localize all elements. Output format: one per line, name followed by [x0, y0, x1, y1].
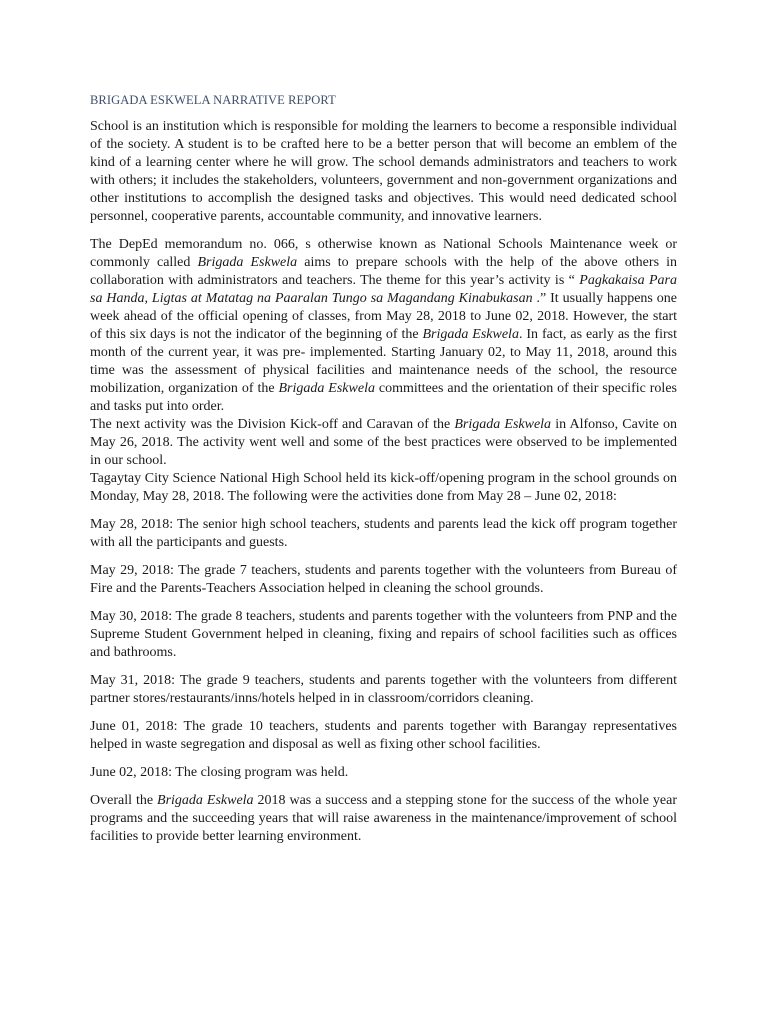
italic-term: Brigada Eskwela [278, 381, 375, 396]
activity-item: June 02, 2018: The closing program was held. [90, 765, 349, 780]
kickoff-caravan-paragraph [90, 416, 677, 470]
activity-item: June 01, 2018: The grade 10 teachers, students and parents together with Barangay representatives helped in waste segregation and disposal as well as fixing other school facilities. [90, 719, 677, 752]
text-run: The next activity was the Division Kick-off and Caravan of the [90, 417, 455, 432]
italic-term: Brigada Eskwela [454, 417, 552, 432]
activity-item: May 30, 2018: The grade 8 teachers, students and parents together with the volunteers from PNP and the Supreme Student Government helped in cleaning, fixing and repairs of school facilities such as offices and bathrooms. [90, 609, 677, 660]
text-run: committees and the orientation of their specific roles and tasks put into order. [90, 381, 677, 414]
italic-term: Brigada Eskwela [422, 327, 519, 342]
activity-item: May 28, 2018: The senior high school teachers, students and parents lead the kick off program together with all the participants and guests. [90, 517, 677, 550]
text-run: Overall the [90, 793, 158, 808]
memorandum-paragraph [90, 236, 677, 416]
italic-term: Brigada Eskwela [197, 255, 298, 270]
text-run: in Alfonso, Cavite on May 26, 2018. The activity went well and some of the best practices were observed to be implemented in our school. [90, 417, 677, 468]
activity-item: May 31, 2018: The grade 9 teachers, students and parents together with the volunteers from different partner stores/restaurants/inns/hotels helped in in classroom/corridors cleaning. [90, 673, 677, 706]
italic-theme: Pagkakaisa Para sa Handa, Ligtas at Matatag na Paaralan Tungo sa Magandang Kinabukasan [90, 273, 677, 306]
conclusion-paragraph [90, 792, 677, 846]
report-title: BRIGADA ESKWELA NARRATIVE REPORT [90, 93, 336, 107]
intro-paragraph: School is an institution which is responsible for molding the learners to become a responsible individual of the society. A student is to be crafted here to be a better person that will become an emblem of the kind of a learning center where he will grow. The school demands administrators and teachers to work with others; it includes the stakeholders, volunteers, government and non-government organizations and other institutions to accomplish the designed tasks and objectives. This would need dedicated school personnel, cooperative parents, accountable community, and innovative learners. [90, 119, 677, 224]
text-run: 2018 was a success and a stepping stone for the success of the whole year programs and the succeeding years that will raise awareness in the maintenance/improvement of school facilities to provide better learning environment. [90, 793, 677, 844]
text-run: aims to prepare schools with the help of the above others in collaboration with administrators and teachers. The theme for this year’s activity is “ [90, 255, 677, 288]
text-run: .” It usually happens one week ahead of the official opening of classes, from May 28, 2018 to June 02, 2018. However, the start of this six days is not the indicator of the beginning of the [90, 291, 678, 342]
italic-term: Brigada Eskwela [157, 793, 254, 808]
activity-item: May 29, 2018: The grade 7 teachers, students and parents together with the volunteers from Bureau of Fire and the Parents-Teachers Association helped in cleaning the school grounds. [90, 563, 677, 596]
text-run: The DepEd memorandum no. 066, s otherwise known as National Schools Maintenance week or commonly called [90, 237, 677, 270]
text-run: . In fact, as early as the first month of the current year, it was pre- implemented. Starting January 02, to May 11, 2018, around this time was the assessment of physical facilities and maintenance needs of the school, the resource mobilization, organization of the [90, 327, 677, 396]
school-kickoff-paragraph: Tagaytay City Science National High School held its kick-off/opening program in the school grounds on Monday, May 28, 2018. The following were the activities done from May 28 – June 02, 2018: [90, 471, 677, 504]
